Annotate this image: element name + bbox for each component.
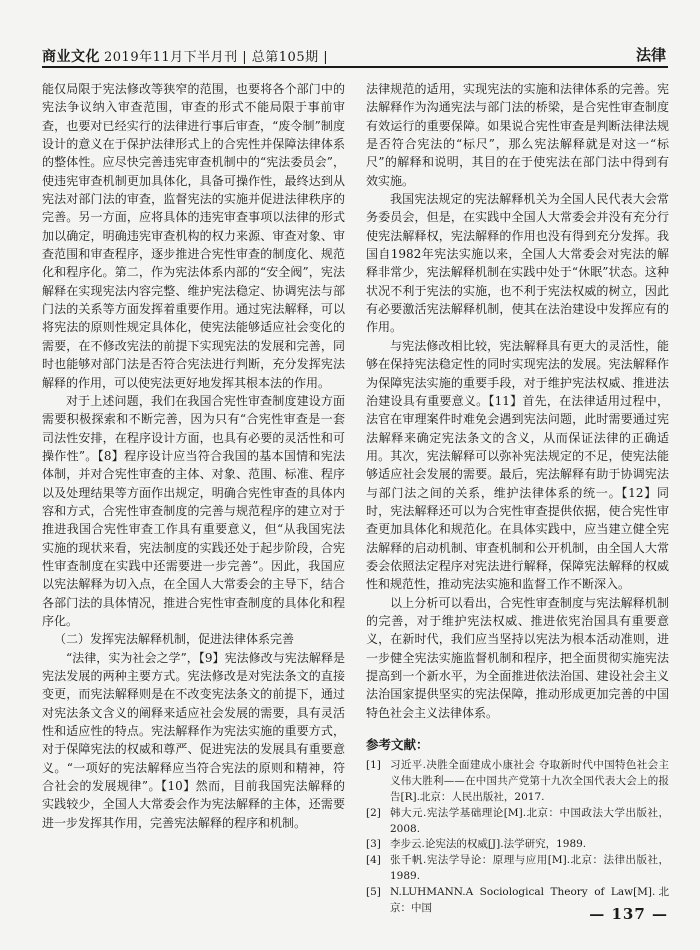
body-paragraph: 法律规范的适用，实现宪法的实施和法律体系的完善。宪法解释作为沟通宪法与部门法的桥梁，是合宪性审查制度有效运行的重要保障。如果说合宪性审查是判断法律法规是否符合宪法的“标尺”，那么宪法解释就是对这一“标尺”的解释和说明，其目的在于使宪法在部门法中得到有效实施。 xyxy=(366,82,669,188)
reference-number: [3] xyxy=(366,838,381,851)
page-number: — 137 — xyxy=(589,905,668,923)
reference-text: 习近平.决胜全面建成小康社会 夺取新时代中国特色社会主义伟大胜利——在中国共产党第十九次全国代表大会上的报告[R].北京：人民出版社，2017. xyxy=(390,759,669,803)
right-column xyxy=(366,80,669,916)
reference-text: N.LUHMANN.A Sociological Theory of Law[M].北京：中国 xyxy=(390,885,669,914)
journal-name: 商业文化 xyxy=(42,49,100,65)
reference-item xyxy=(366,853,669,885)
header-rule xyxy=(42,66,668,68)
journal-issue: 2019年11月下半月刊 | 总第105期 | xyxy=(104,50,329,65)
body-paragraph: 以上分析可以看出，合宪性审查制度与宪法解释机制的完善，对于维护宪法权威、推进依宪治国具有重要意义，在新时代，我们应当坚持以宪法为根本活动准则，进一步健全宪法实施监督机制和程序，把全面贯彻实施宪法提高到一个新水平，为全面推进依法治国、建设社会主义法治国家提供坚实的宪法保障，推动形成更加完善的中国特色社会主义法律体系。 xyxy=(366,595,669,720)
references-list xyxy=(366,758,669,916)
reference-item xyxy=(366,806,669,838)
page-header xyxy=(42,44,668,68)
reference-text: 韩大元.宪法学基础理论[M].北京：中国政法大学出版社，2008. xyxy=(390,806,669,835)
journal-title xyxy=(42,46,328,66)
section-label: 法律 xyxy=(635,46,666,64)
body-paragraph: 能仅局限于宪法修改等狭窄的范围，也要将各个部门中的宪法争议纳入审查范围，审查的形式不能局限于事前审查，也要对已经实行的法律进行事后审查，“废令制”制度设计的意义在于保护法律形式上的合宪性并保障法律体系的整体性。应尽快完善违宪审查机制中的“宪法委员会”，使违宪审查机制更加具体化，具备可操作性，最终达到从宪法对部门法的审查，监督宪法的实施并促进法律秩序的完善。另一方面，应将具体的违宪审查事项以法律的形式加以确定，明确违宪审查机构的权力来源、审查对象、审查范围和审查程序，逐步推进合宪性审查的制度化、规范化和程序化。第二，作为宪法体系内部的“安全阀”，宪法解释在实现宪法内容完整、维护宪法稳定、协调宪法与部门法的关系等方面发挥着重要作用。通过宪法解释，可以将宪法的原则性规定具体化，使宪法能够适应社会变化的需要，在不修改宪法的前提下实现宪法的发展和完善，同时也能够对部门法是否符合宪法进行判断，充分发挥宪法解释的作用，可以使宪法更好地发挥其根本法的作用。 xyxy=(42,82,345,390)
left-column xyxy=(42,80,345,832)
reference-text: 李步云.论宪法的权威[J].法学研究，1989. xyxy=(390,838,587,851)
reference-item xyxy=(366,758,669,805)
reference-number: [4] xyxy=(366,854,381,867)
reference-number: [5] xyxy=(366,885,381,898)
body-paragraph: “法律，实为社会之学”，【9】宪法修改与宪法解释是宪法发展的两种主要方式。宪法修改是对宪法条文的直接变更，而宪法解释则是在不改变宪法条文的前提下，通过对宪法条文含义的阐释来适应社会发展的需要，具有灵活性和适应性的特点。宪法解释作为宪法实施的重要方式，对于保障宪法的权威和尊严、促进宪法的发展具有重要意义。“一项好的宪法解释应当符合宪法的原则和精神，符合社会的发展规律”。【10】然而，目前我国宪法解释的实践较少，全国人大常委会作为宪法解释的主体，还需要进一步发挥其作用，完善宪法解释的程序和机制。 xyxy=(42,650,345,830)
reference-item xyxy=(366,837,669,853)
reference-text: 张千帆.宪法学导论：原理与应用[M].北京：法律出版社，1989. xyxy=(390,854,669,882)
reference-number: [2] xyxy=(366,806,381,819)
body-paragraph: 我国宪法规定的宪法解释机关为全国人民代表大会常务委员会，但是，在实践中全国人大常委会并没有充分行使宪法解释权，宪法解释的作用也没有得到充分发挥。我国自1982年宪法实施以来，全国人大常委会对宪法的解释非常少，宪法解释机制在实践中处于“休眠”状态。这种状况不利于宪法的实施，也不利于宪法权威的树立，因此有必要激活宪法解释机制，使其在法治建设中发挥应有的作用。 xyxy=(366,192,669,335)
body-paragraph: 对于上述问题，我们在我国合宪性审查制度建设方面需要积极探索和不断完善，因为只有“合宪性审查是一套司法性安排，在程序设计方面，也具有必要的灵活性和可操作性”。【8】程序设计应当符合我国的基本国情和宪法体制，并对合宪性审查的主体、对象、范围、标准、程序以及处理结果等方面作出规定，明确合宪性审查的具体内容和方式，合宪性审查制度的完善与规范程序的建立对于推进我国合宪性审查工作具有重要意义，但“从我国宪法实施的现状来看，宪法制度的实践还处于起步阶段，合宪性审查制度在实践中还需要进一步完善”。因此，我国应以宪法解释为切入点，在全国人大常委会的主导下，结合各部门法的具体情况，推进合宪性审查制度的具体化和程序化。 xyxy=(42,393,345,628)
references-heading: 参考文献： xyxy=(366,737,429,753)
subheading: （二）发挥宪法解释机制，促进法律体系完善 xyxy=(54,632,295,647)
body-paragraph: 与宪法修改相比较，宪法解释具有更大的灵活性，能够在保持宪法稳定性的同时实现宪法的发展。宪法解释作为保障宪法实施的重要手段，对于维护宪法权威、推进法治建设具有重要意义。【11】首先，在法律适用过程中，法官在审理案件时难免会遇到宪法问题，此时需要通过宪法解释来确定宪法条文的含义，从而保证法律的正确适用。其次，宪法解释可以弥补宪法规定的不足，使宪法能够适应社会发展的需要。最后，宪法解释有助于协调宪法与部门法之间的关系，维护法律体系的统一。【12】同时，宪法解释还可以为合宪性审查提供依据，使合宪性审查更加具体化和规范化。在具体实践中，应当建立健全宪法解释的启动机制、审查机制和公开机制，由全国人大常委会依照法定程序对宪法进行解释，保障宪法解释的权威性和规范性，推动宪法实施和监督工作不断深入。 xyxy=(366,338,669,592)
reference-number: [1] xyxy=(366,759,381,772)
